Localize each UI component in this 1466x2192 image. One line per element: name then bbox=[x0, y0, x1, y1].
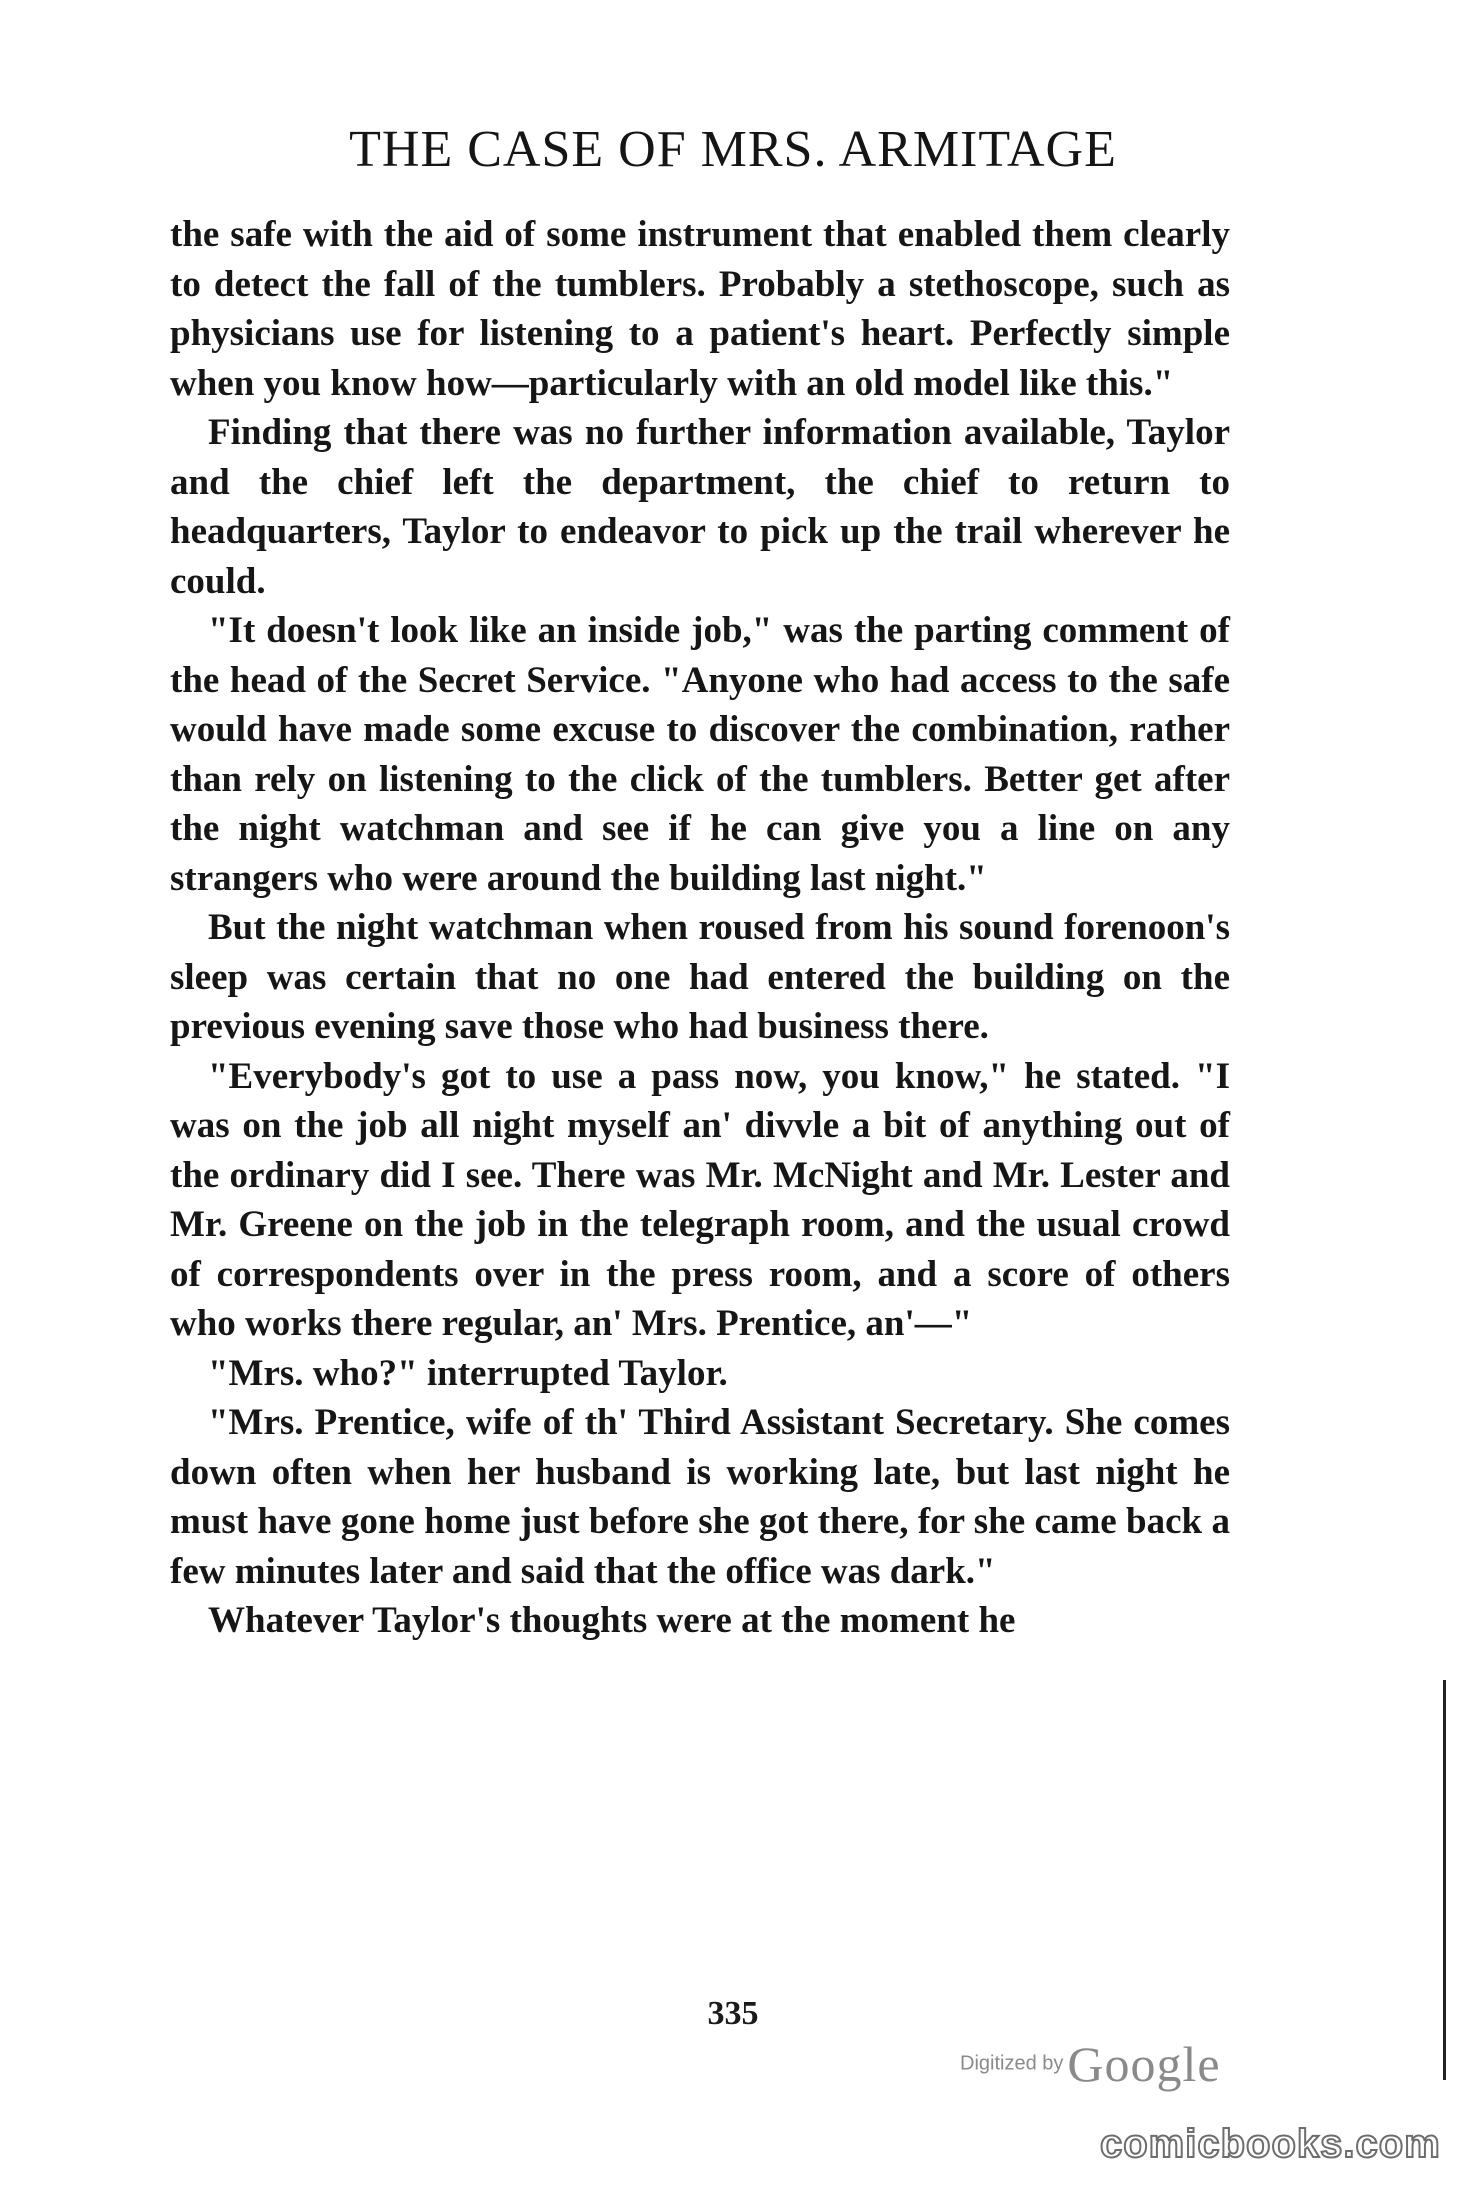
paragraph: "Mrs. who?" interrupted Taylor. bbox=[208, 1352, 728, 1394]
paragraph: the safe with the aid of some instrument that enabled them clearly to detect the fall of the tumblers. Probably a stethoscope, such as physicians use for listening to a patient's heart. Perfectly simple when you know how—particularly with an old model like this." bbox=[170, 214, 1230, 404]
body-text bbox=[170, 210, 1230, 1646]
running-head: THE CASE OF MRS. ARMITAGE bbox=[349, 121, 1117, 178]
digitized-by-stamp bbox=[960, 2035, 1280, 2095]
paragraph: Whatever Taylor's thoughts were at the moment he bbox=[208, 1600, 1016, 1641]
paragraph: Finding that there was no further information available, Taylor and the chief left the department, the chief to return to headquarters, Taylor to endeavor to pick up the trail wherever he could. bbox=[170, 412, 1230, 602]
digitized-brand: Google bbox=[1067, 2036, 1221, 2092]
digitized-prefix: Digitized by bbox=[960, 2052, 1064, 2075]
paragraph: "It doesn't look like an inside job," was the parting comment of the head of the Secret Service. "Anyone who had access to the safe would have made some excuse to discover the combination, rather than rely on listening to the click of the tumblers. Better get after the night watchman and see if he can give you a line on any strangers who were around the building last night." bbox=[170, 610, 1230, 899]
page-edge-rule bbox=[1443, 1680, 1446, 2080]
paragraph: "Mrs. Prentice, wife of th' Third Assistant Secretary. She comes down often when her husband is working late, but last night he must have gone home just before she got there, for she came back a few minutes later and said that the office was dark." bbox=[170, 1402, 1230, 1592]
paragraph: "Everybody's got to use a pass now, you know," he stated. "I was on the job all night myself an' divvle a bit of anything out of the ordinary did I see. There was Mr. McNight and Mr. Lester and Mr. Greene on the job in the telegraph room, and the usual crowd of correspondents over in the press room, and a score of others who works there regular, an' Mrs. Prentice, an'—" bbox=[170, 1055, 1230, 1344]
page-number: 335 bbox=[707, 1995, 759, 2032]
paragraph: But the night watchman when roused from his sound forenoon's sleep was certain that no one had entered the building on the previous evening save those who had business there. bbox=[170, 907, 1230, 1047]
watermark: comicbooks.com bbox=[1100, 2122, 1441, 2166]
